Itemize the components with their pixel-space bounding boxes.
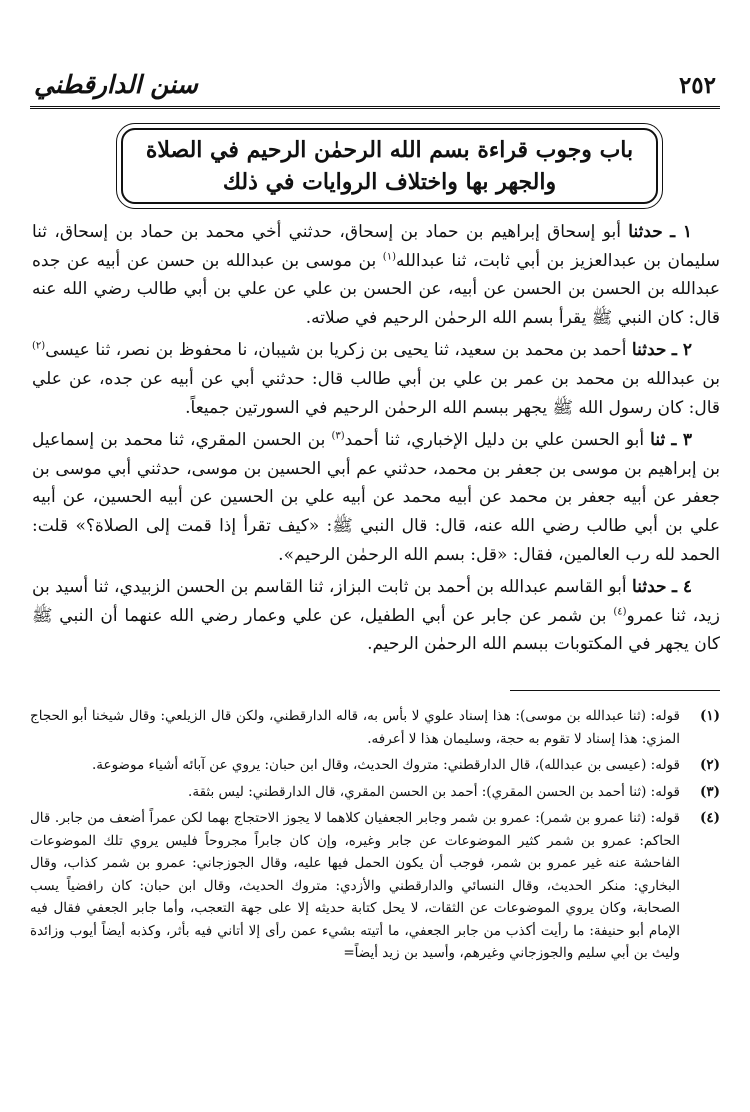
header-rule: [30, 106, 720, 109]
hadith-text: أبو إسحاق إبراهيم بن حماد بن إسحاق، حدثني أخي محمد بن حماد بن إسحاق، ثنا سليمان بن عبدالعزيز بن أبي ثابت، ثنا عبدالله: [32, 222, 720, 271]
footnote-number: (٤): [699, 810, 720, 826]
hadith-text: أحمد بن محمد بن سعيد، ثنا يحيى بن زكريا بن شيبان، نا محفوظ بن نصر، ثنا عيسى: [45, 340, 627, 361]
hadith-text: بن موسى بن عبدالله بن حسن عن أبيه عن جده عبدالله بن الحسن بن الحسن عن أبيه، عن الحسن بن علي عن علي بن أبي طالب رضي الله عنه قال: كان النبي ﷺ يقرأ بسم الله الرحمٰن الرحيم في صلاته.: [32, 250, 720, 328]
footnote: [30, 807, 720, 965]
footnote-reference[interactable]: (٣): [331, 430, 345, 442]
hadith-lead: حدثنا: [632, 577, 667, 598]
hadith-paragraph: [32, 426, 720, 569]
chapter-title-line-2: والجهر بها واختلاف الروايات في ذلك: [222, 169, 557, 195]
hadith-number: ٣ ـ: [671, 430, 693, 451]
hadith-number: ٢ ـ: [671, 340, 692, 361]
hadith-paragraph: [32, 218, 720, 332]
hadith-lead: حدثنا: [631, 340, 667, 361]
footnote-separator: [510, 690, 720, 691]
hadith-paragraph: [32, 573, 720, 659]
hadith-text: أبو القاسم عبدالله بن أحمد بن ثابت البزاز، ثنا القاسم بن الحسن الزبيدي، ثنا أسيد بن زيد، ثنا عمرو: [32, 577, 721, 626]
footnote: [30, 781, 720, 804]
footnote-reference[interactable]: (٢): [32, 340, 46, 352]
footnote-text: قوله: (ثنا أحمد بن الحسن المقري): أحمد بن الحسن المقري، قال الدارقطني: ليس بثقة.: [188, 783, 680, 800]
hadith-text: بن عبدالله بن محمد بن عمر بن علي بن أبي طالب قال: حدثني أبي عن أبيه عن جده، عن علي قال: كان رسول الله ﷺ يجهر ببسم الله الرحمٰن الرحيم في السورتين جميعاً.: [32, 368, 720, 418]
hadith-number: ١ ـ: [670, 222, 693, 242]
hadith-number: ٤ ـ: [671, 577, 693, 598]
page-number: ٢٥٢: [678, 72, 716, 99]
footnote-text: قوله: (ثنا عبدالله بن موسى): هذا إسناد علوي لا بأس به، قاله الدارقطني، ولكن قال الزيلعي: وقال شيخنا أبو الحجاج المزي: هذا إسناد لا تقوم به حجة، وسليمان هذا لا أعرفه.: [30, 708, 680, 747]
hadith-text: بن شمر عن جابر عن أبي الطفيل، عن علي وعمار رضي الله عنهما أن النبي ﷺ كان يجهر في المكتوبات ببسم الله الرحمٰن الرحيم.: [32, 605, 720, 655]
hadith-body: [32, 218, 720, 663]
footnote-reference[interactable]: (٤): [613, 606, 627, 618]
hadith-lead: ثنا: [650, 430, 666, 451]
hadith-text: بن الحسن المقري، ثنا محمد بن إسماعيل بن إبراهيم بن موسى بن جعفر بن محمد، حدثني عم أبي الحسين بن موسى، حدثني أبي موسى بن جعفر عن أبيه جعفر بن محمد عن أبيه محمد عن أبيه علي بن الحسين عن أبيه الحسين، عن أبيه علي بن أبي طالب رضي الله عنه، قال: قال النبي ﷺ: «كيف تقرأ إذا قمت إلى الصلاة؟» قلت: الحمد لله رب العالمين، فقال: «قل: بسم الله الرحمٰن الرحيم».: [32, 430, 720, 565]
chapter-title-line-1: باب وجوب قراءة بسم الله الرحمٰن الرحيم في الصلاة: [145, 137, 634, 163]
footnote-reference[interactable]: (١): [382, 250, 396, 262]
footnote: [30, 705, 720, 750]
book-title: سنن الدارقطني: [34, 70, 198, 99]
footnote-text: قوله: (عيسى بن عبدالله)، قال الدارقطني: متروك الحديث، وقال ابن حبان: يروي عن آبائه أشياء موضوعة.: [91, 757, 680, 773]
footnote-text: قوله: (ثنا عمرو بن شمر): عمرو بن شمر وجابر الجعفيان كلاهما لا يجوز الاحتجاج بهما لكن عمراً أضعف من جابر. قال الحاكم: عمرو بن شمر كثير الموضوعات عن جابر وغيره، وإن كان جابراً مجروحاً فليس يروي تلك الموضوعات الفاحشة عنه غير عمرو بن شمر، فوجب أن يكون الحمل فيها عليه، وقال الجوزجاني: عمرو بن شمر كذاب، وقال البخاري: منكر الحديث، وقال النسائي والدارقطني والأزدي: متروك الحديث، وقال ابن حبان: كان رافضياً يسب الصحابة، وكان يروي الموضوعات عن الثقات، لا يحل كتابة حديثه إلا على جهة التعجب، وأما جابر الجعفي فقال فيه الإمام أبو حنيفة: ما رأيت أكذب من جابر الجعفي، ما أتيته بشيء عمن رأى إلا أتاني فيه بأثر، وكذبه أيضاً أيوب وزائدة وليث بن أبي سليم والجوزجاني وغيرهم، وأسيد بن زيد أيضاً=: [30, 810, 680, 961]
footnote-number: (٣): [699, 783, 720, 800]
hadith-text: أبو الحسن علي بن دليل الإخباري، ثنا أحمد: [344, 430, 645, 451]
page-header: [30, 62, 720, 110]
footnotes: [30, 705, 720, 969]
footnote: [30, 754, 720, 777]
chapter-title-box: [121, 128, 658, 204]
footnote-number: (٢): [699, 757, 720, 773]
footnote-number: (١): [699, 708, 720, 724]
hadith-lead: حدثنا: [628, 222, 663, 242]
hadith-paragraph: [32, 336, 720, 422]
